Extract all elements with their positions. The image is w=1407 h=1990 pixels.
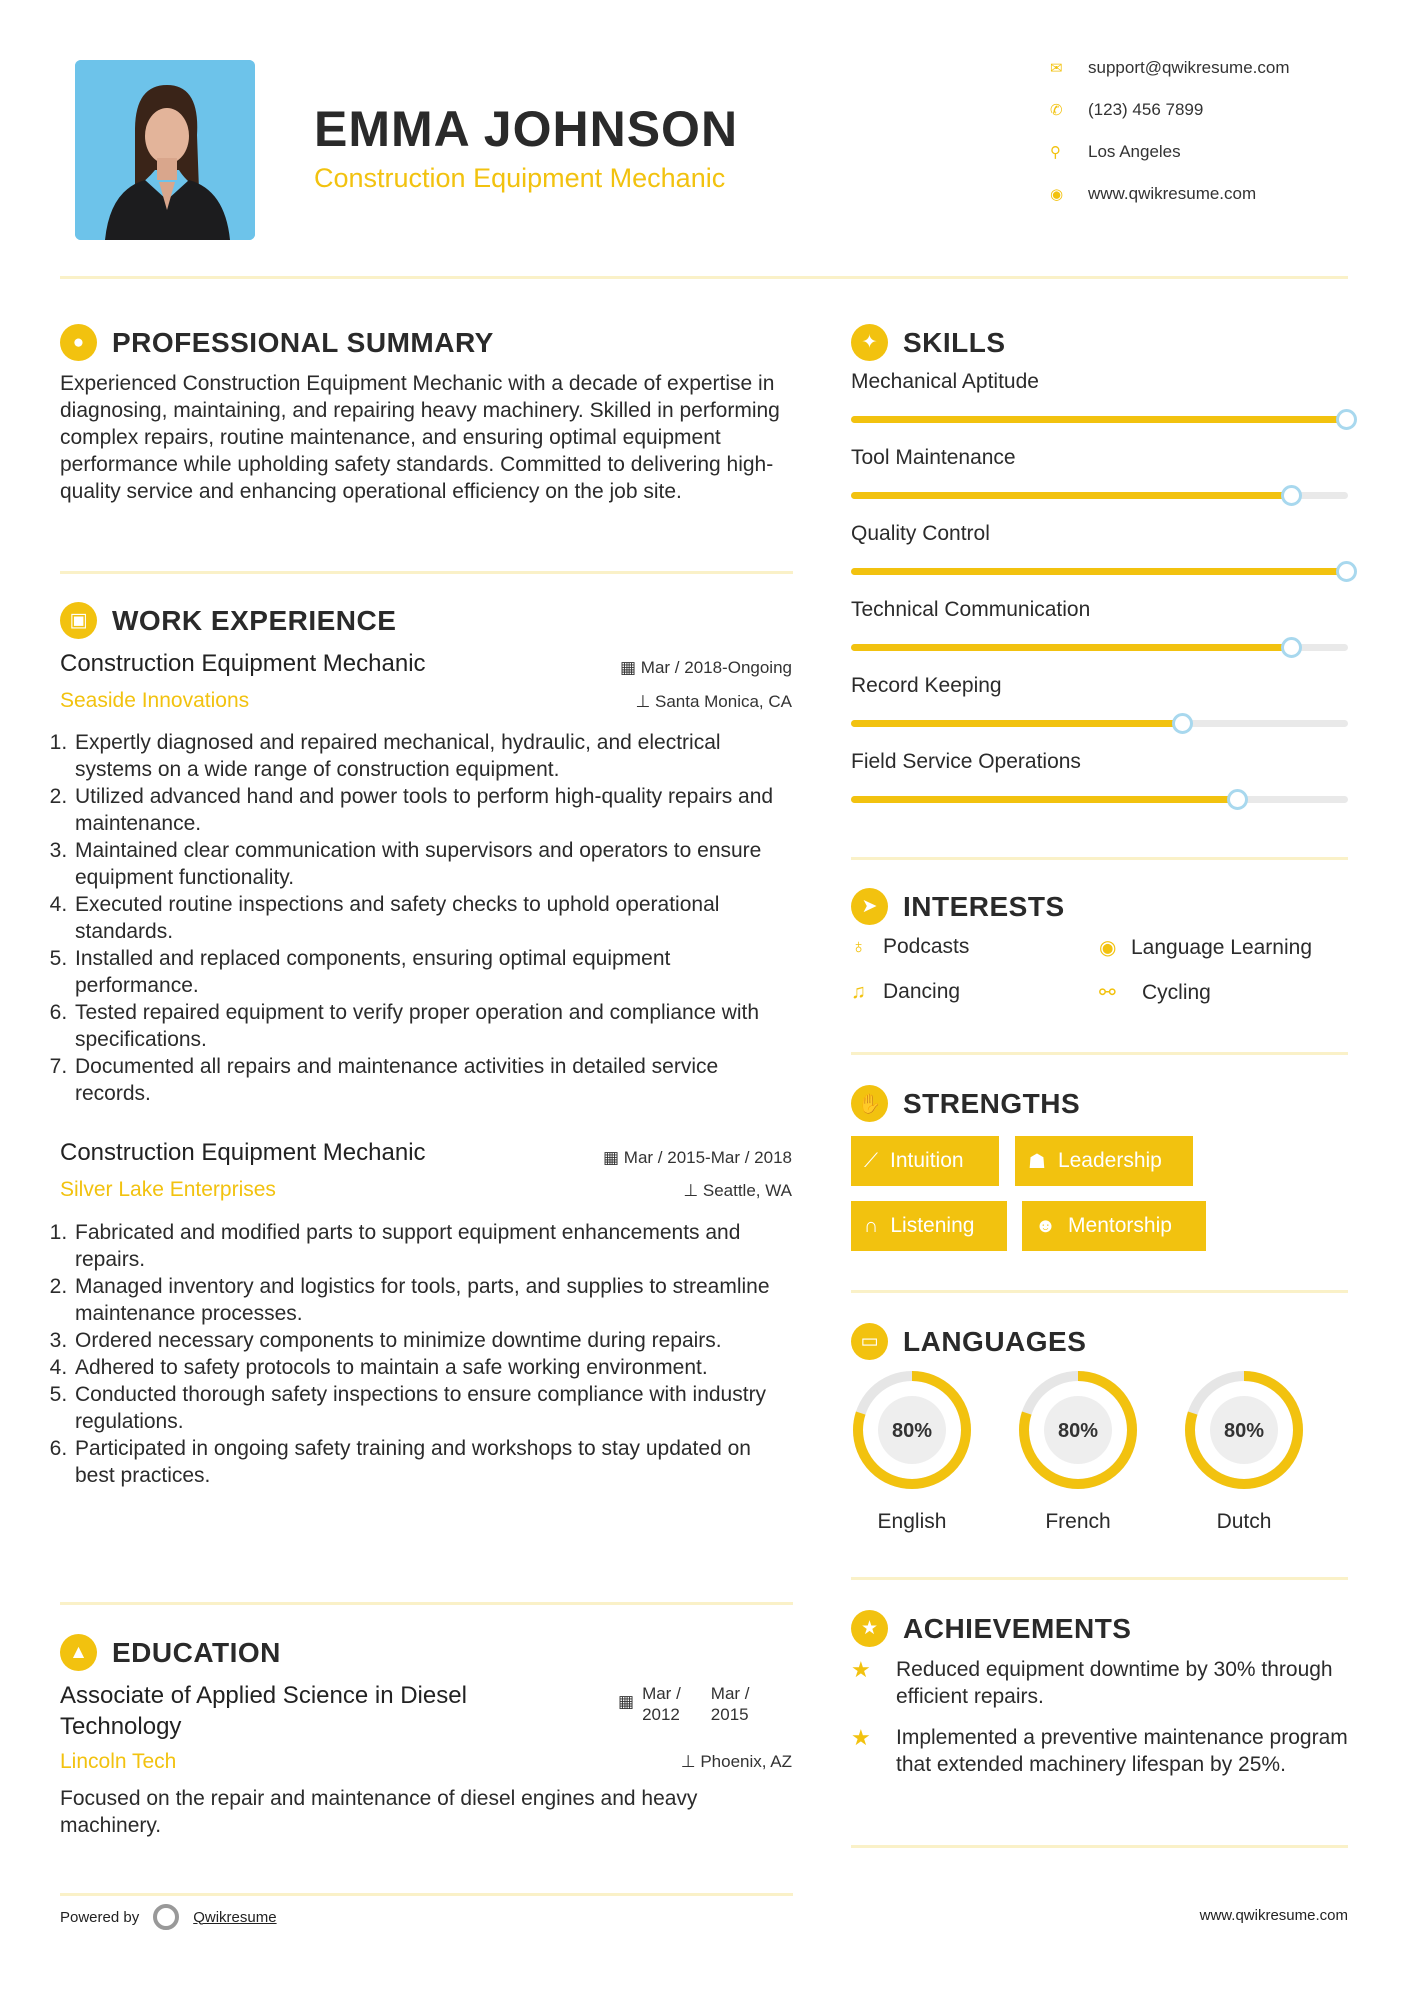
pin-icon: ⊥ [635,692,651,711]
contact-email[interactable]: ✉ support@qwikresume.com [1050,58,1290,77]
skill-label: Tool Maintenance [851,446,1016,469]
interest-dancing: ♫ Dancing [851,980,961,1003]
magic-wand-icon: ⟋ [864,1149,878,1172]
contact-phone[interactable]: ✆ (123) 456 7899 [1050,100,1204,119]
list-item: 6. Participated in ongoing safety training and workshops to stay updated on best practices. [73,1435,794,1489]
skill-knob [1227,789,1248,810]
calendar-icon: ▦ [618,1692,635,1711]
education-school: Lincoln Tech [60,1750,177,1773]
strength-mentorship: ☻ Mentorship [1022,1201,1206,1251]
list-item: 7. Documented all repairs and maintenance activities in detailed service records. [73,1053,794,1107]
skill-fill [851,492,1293,499]
paper-plane-icon: ➤ [851,888,888,925]
language-item [1183,1369,1305,1534]
skill-label: Technical Communication [851,598,1091,621]
skill-item [851,370,1348,430]
job-2-bullets [54,1219,794,1489]
language-percent: 80% [891,1420,933,1442]
achievements-header: ★ ACHIEVEMENTS [851,1610,1131,1647]
group-icon: ☗ [1028,1150,1046,1173]
list-item: 5. Installed and replaced components, ensuring optimal equipment performance. [73,945,794,999]
skill-track [851,644,1348,651]
language-item [1017,1369,1139,1534]
calendar-icon: ▦ [603,1148,620,1167]
header-divider [60,276,1348,279]
skill-label: Field Service Operations [851,750,1081,773]
skill-fill [851,796,1239,803]
job-2-company: Silver Lake Enterprises [60,1178,276,1201]
briefcase-icon: ▣ [60,602,97,639]
skill-knob [1336,561,1357,582]
list-item: 4. Adhered to safety protocols to maintain a safe working environment. [73,1354,794,1381]
hand-icon: ✋ [851,1085,888,1122]
skill-track [851,416,1348,423]
skill-item [851,522,1348,582]
language-percent: 80% [1223,1420,1265,1442]
skill-knob [1281,637,1302,658]
skill-fill [851,568,1348,575]
language-percent: 80% [1057,1420,1099,1442]
skill-track [851,568,1348,575]
skill-fill [851,720,1184,727]
job-1-location: ⊥ Santa Monica, CA [635,692,792,711]
skill-knob [1336,409,1357,430]
list-item: 6. Tested repaired equipment to verify proper operation and compliance with specifications. [73,999,794,1053]
skill-track [851,796,1348,803]
skills-list [851,370,1348,820]
skills-divider [851,857,1348,860]
strength-leadership: ☗ Leadership [1015,1136,1193,1186]
summary-text: Experienced Construction Equipment Mechanic with a decade of expertise in diagnosing, maintaining, and repairing heavy machinery. Skilled in performing complex repairs, routine maintenance, and ensuring optimal equipment performance while upholding safety standards. Committed to delivering high-quality service and enhancing operational efficiency on the job site. [60,372,780,503]
work-header: ▣ WORK EXPERIENCE [60,602,396,639]
skills-header: ✦ SKILLS [851,324,1006,361]
strengths-header: ✋ STRENGTHS [851,1085,1080,1122]
education-degree: Associate of Applied Science in Diesel Technology [60,1682,467,1740]
avatar-icon [75,60,255,240]
job-1-bullets [54,729,794,1107]
footer-website[interactable]: www.qwikresume.com [1199,1907,1348,1924]
globe-icon: ◉ [1099,937,1117,959]
qwikresume-link[interactable]: Qwikresume [193,1908,277,1926]
education-dates: ▦ Mar / 2012 Mar / 2015 [618,1684,750,1724]
candidate-role: Construction Equipment Mechanic [314,163,726,193]
education-description: Focused on the repair and maintenance of diesel engines and heavy machinery. [60,1787,698,1837]
skill-track [851,720,1348,727]
skill-fill [851,416,1348,423]
pin-icon: ⊥ [680,1752,696,1771]
footer-divider-left [60,1893,793,1896]
star-icon: ★ [851,1725,871,1750]
strength-listening: ∩ Listening [851,1201,1007,1251]
skill-knob [1281,485,1302,506]
pin-icon: ⊥ [683,1181,699,1200]
globe-icon: ◉ [1050,186,1064,203]
phone-icon: ✆ [1050,102,1063,119]
calendar-icon: ▦ [620,658,637,677]
star-icon: ★ [851,1657,871,1682]
list-item: 3. Ordered necessary components to minimize downtime during repairs. [73,1327,794,1354]
language-name: Dutch [1216,1510,1272,1533]
star-badge-icon: ★ [851,1610,888,1647]
contact-website[interactable]: ◉ www.qwikresume.com [1050,184,1257,203]
interest-podcasts: ♁ Podcasts [851,935,970,958]
language-name: French [1045,1510,1111,1533]
languages-list [851,1369,1348,1539]
languages-header: ▭ LANGUAGES [851,1323,1086,1360]
interest-language-learning: ◉ Language Learning [1099,935,1313,959]
job-1-company: Seaside Innovations [60,689,250,712]
skill-track [851,492,1348,499]
skill-item [851,674,1348,734]
summary-header: ● PROFESSIONAL SUMMARY [60,324,494,361]
achievements-divider [851,1845,1348,1848]
map-pin-icon: ⚲ [1050,144,1061,161]
user-plus-icon: ☻ [1035,1214,1057,1237]
candidate-name: EMMA JOHNSON [314,101,739,157]
skill-label: Record Keeping [851,674,1002,697]
skill-item [851,750,1348,810]
skill-knob [1172,713,1193,734]
language-ring [1183,1369,1305,1491]
skill-item [851,446,1348,506]
music-note-icon: ♫ [851,980,866,1003]
job-2-date: ▦ Mar / 2015-Mar / 2018 [603,1148,792,1167]
lightbulb-icon: ✦ [851,324,888,361]
bicycle-icon: ⚯ [1099,982,1116,1004]
job-1-date: ▦ Mar / 2018-Ongoing [620,658,792,677]
list-item: 3. Maintained clear communication with supervisors and operators to ensure equipment functionality. [73,837,794,891]
summary-divider [60,571,793,574]
language-icon: ▭ [851,1323,888,1360]
skill-label: Quality Control [851,522,990,545]
skill-label: Mechanical Aptitude [851,370,1039,393]
interests-divider [851,1052,1348,1055]
interests-header: ➤ INTERESTS [851,888,1065,925]
job-1-title: Construction Equipment Mechanic [60,650,426,677]
profile-photo [75,60,255,240]
headphones-icon: ∩ [864,1214,879,1237]
work-divider [60,1602,793,1605]
user-icon: ● [60,324,97,361]
graduation-cap-icon: ▲ [60,1634,97,1671]
powered-by: Powered by Qwikresume [60,1904,277,1930]
language-name: English [877,1510,947,1533]
language-ring [851,1369,973,1491]
envelope-icon: ✉ [1050,60,1063,77]
list-item: 1. Expertly diagnosed and repaired mechanical, hydraulic, and electrical systems on a wide range of construction equipment. [73,729,794,783]
list-item: 5. Conducted thorough safety inspections to ensure compliance with industry regulations. [73,1381,794,1435]
achievement-item: ★ Implemented a preventive maintenance program that extended machinery lifespan by 25%. [851,1725,1348,1776]
skill-item [851,598,1348,658]
language-ring [1017,1369,1139,1491]
microphone-icon: ♁ [851,935,866,958]
list-item: 1. Fabricated and modified parts to support equipment enhancements and repairs. [73,1219,794,1273]
education-header: ▲ EDUCATION [60,1634,281,1671]
strength-intuition: ⟋ Intuition [851,1136,999,1186]
list-item: 2. Utilized advanced hand and power tools to perform high-quality repairs and maintenance. [73,783,794,837]
job-2-location: ⊥ Seattle, WA [683,1181,792,1200]
language-item [851,1369,973,1534]
achievement-item: ★ Reduced equipment downtime by 30% through efficient repairs. [851,1657,1333,1708]
list-item: 2. Managed inventory and logistics for tools, parts, and supplies to streamline maintenance processes. [73,1273,794,1327]
job-2-title: Construction Equipment Mechanic [60,1139,426,1166]
languages-divider [851,1577,1348,1580]
education-location: ⊥ Phoenix, AZ [680,1752,792,1771]
qwikresume-logo-icon [153,1904,179,1930]
list-item: 4. Executed routine inspections and safety checks to uphold operational standards. [73,891,794,945]
strengths-divider [851,1290,1348,1293]
contact-location: ⚲ Los Angeles [1050,142,1181,161]
skill-fill [851,644,1293,651]
interest-cycling: ⚯ Cycling [1099,980,1211,1004]
